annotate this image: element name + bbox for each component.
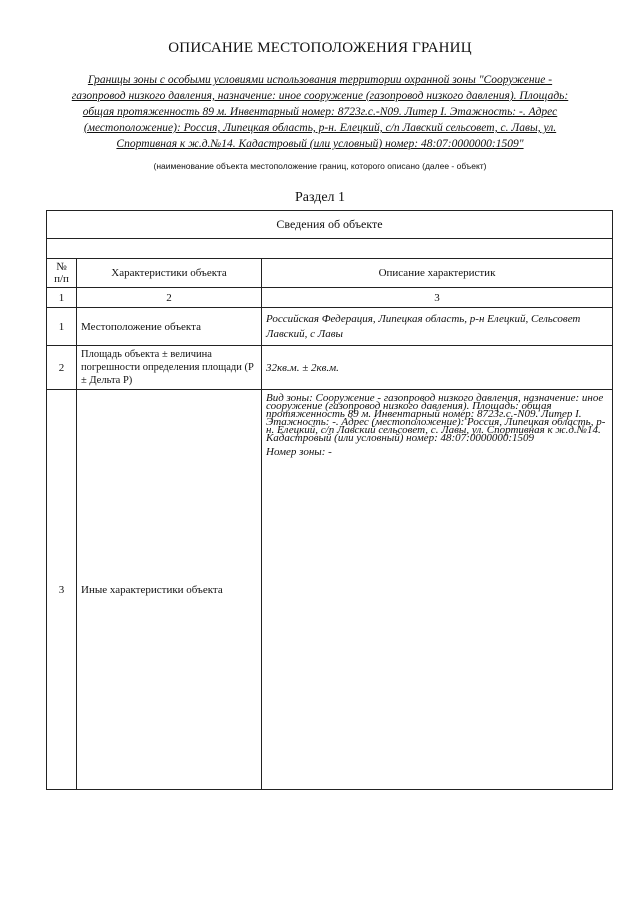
row-details — [262, 390, 613, 790]
object-info-table — [46, 210, 613, 790]
row-label: Местоположение объекта — [77, 308, 262, 346]
col-number-3: 3 — [262, 288, 613, 308]
col-header-description: Описание характеристик — [262, 259, 613, 288]
col-number-2: 2 — [77, 288, 262, 308]
object-subject: Границы зоны с особыми условиями использования территории охранной зоны "Сооружение - газопровод низкого давления, назначение: иное сооружение (газопровод низкого давления). Площадь: общая протяженность 89 м. Инвентарный номер: 8723г.с.-N09. Литер I. Этажность: -. Адрес (местоположение): Россия, Липецкая область, р-н. Елецкий, с/п Лавский сельсовет, с. Лавы, ул. Спортивная к ж.д.№14. Кадастровый (или условный) номер: 48:07:0000000:1509" — [71, 74, 569, 150]
row-num: 1 — [47, 308, 77, 346]
col-header-num: № п/п — [47, 259, 77, 288]
subject-caption: (наименование объекта местоположение границ, которого описано (далее - объект) — [153, 161, 487, 171]
detail-paragraph: Вид зоны: Сооружение - газопровод низкого давления, назначение: иное сооружение (газопровод низкого давления). Площадь: общая протяженность 89 м. Инвентарный номер: 8723г.с.-N09. Литер I. Этажность: -. Адрес (местоположение): Россия, Липецкая область, р-н. Елецкий, с/п Лавский сельсовет, с. Лавы, ул. Спортивная к ж.д.№14. Кадастровый (или условный) номер: 48:07:0000000:1509 — [266, 392, 606, 444]
table-heading: Сведения об объекте — [47, 211, 613, 239]
row-value: Российская Федерация, Липецкая область, р-н Елецкий, Сельсовет Лавский, с Лавы — [262, 308, 613, 346]
row-label: Площадь объекта ± величина погрешности определения площади (P ± Дельта P) — [77, 346, 262, 390]
row-num: 3 — [47, 390, 77, 790]
table-row — [47, 346, 613, 390]
col-number-1: 1 — [47, 288, 77, 308]
detail-paragraph: Номер зоны: - — [266, 446, 332, 458]
row-num: 2 — [47, 346, 77, 390]
table-row — [47, 308, 613, 346]
document-title: ОПИСАНИЕ МЕСТОПОЛОЖЕНИЯ ГРАНИЦ — [168, 40, 472, 56]
table-row — [47, 390, 613, 790]
col-header-characteristics: Характеристики объекта — [77, 259, 262, 288]
row-label: Иные характеристики объекта — [77, 390, 262, 790]
row-value: 32кв.м. ± 2кв.м. — [262, 346, 613, 390]
section-heading: Раздел 1 — [294, 190, 346, 205]
table-empty-row — [47, 239, 613, 259]
